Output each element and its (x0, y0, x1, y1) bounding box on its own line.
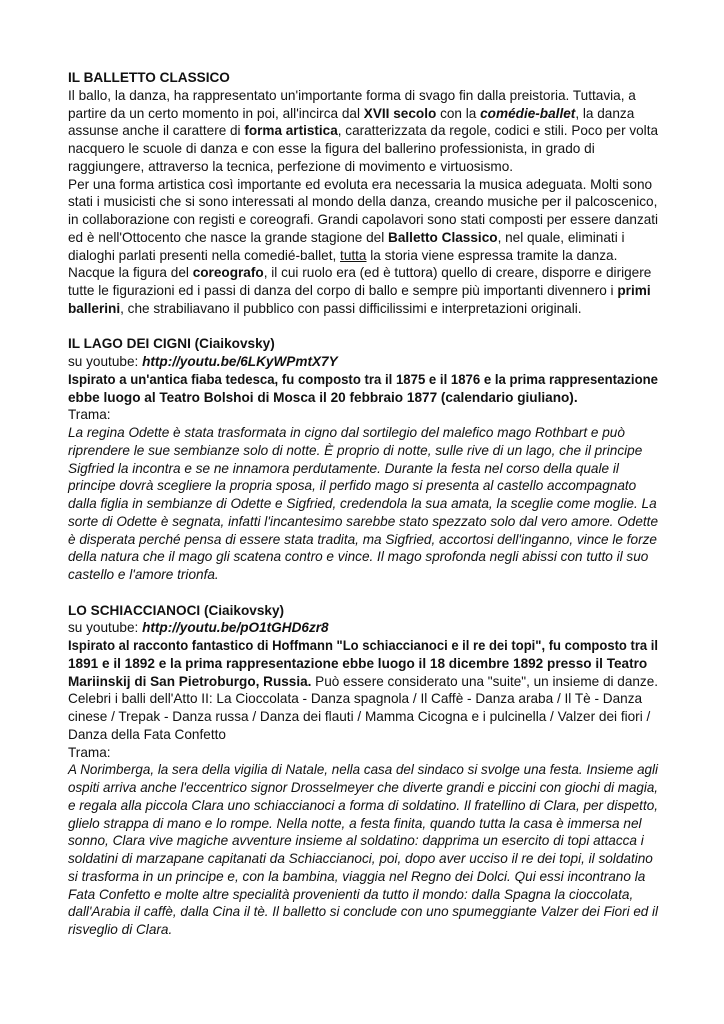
blank-line (68, 318, 668, 336)
text-line (68, 690, 642, 708)
text-run: Il ballo, la danza, ha rappresentato un'importante forma di svago fin dalla preistoria. Tuttavia, a (68, 87, 636, 103)
text-line (68, 832, 644, 850)
text-run: sorte di Odette è segnata, infatti l'incantesimo sarebbe stato spezzato solo dal vero amore. Odette (68, 513, 658, 529)
text-run: ballerini (68, 300, 121, 316)
text-run: Mariinskij di San Pietroburgo, Russia. (68, 673, 312, 689)
text-line (68, 229, 625, 247)
text-run: dialoghi parlati presenti nella comedié-ballet, (68, 247, 341, 263)
text-run: la storia viene espressa tramite la danza. (366, 247, 618, 263)
text-line (68, 477, 636, 495)
text-line (68, 495, 657, 513)
text-run: e regala alla piccola Clara uno schiaccianoci a forma di soldatino. Il fratellino di Clara, per dispetto, (68, 797, 658, 813)
text-run: soldatini di marzapane capitanati da Schiaccianoci, poi, dopo aver ucciso il re dei topi, il soldatino (68, 851, 653, 866)
text-line (68, 708, 650, 726)
text-run: La regina Odette è stata trasformata in cigno dal sortilegio del malefico mago Rothbart e può (68, 425, 625, 440)
text-line (68, 797, 658, 815)
text-line (68, 761, 658, 779)
text-run: ospiti arriva anche l'eccentrico signor Drosselmeyer che diverte grandi e piccini con giochi di magia, (68, 780, 658, 795)
text-run: Può essere considerato una "suite", un insieme di danze. (311, 673, 658, 689)
text-run: ebbe luogo al Teatro Bolshoi di Mosca il 20 febbraio 1877 (calendario giuliano). (68, 389, 578, 405)
text-line (68, 264, 651, 282)
text-run: cinese / Trepak - Danza russa / Danza dei flauti / Mamma Cicogna e i pulcinella / Valzer dei fiori / (68, 709, 651, 724)
text-run: risveglio di Clara. (68, 922, 173, 937)
text-line (68, 353, 338, 371)
text-run: Sigfried la incontra e se ne innamora perdutamente. Durante la festa nel corso della quale il (68, 460, 619, 476)
text-run: glielo strappa di mano e lo rompe. Nella notte, a festa finita, quando tutta la casa è immersa nel (68, 815, 642, 831)
text-run: castello e l'amore trionfa. (68, 567, 219, 582)
text-run: XVII secolo (363, 105, 437, 121)
text-run: 1891 e il 1892 e la prima rappresentazione ebbe luogo il 18 dicembre 1892 presso il Teatro (68, 655, 648, 671)
text-run: della natura che il mago gli scatena contro e vince. Il mago sprofonda negli abissi con tutto il suo (68, 549, 649, 565)
text-run: Danza della Fata Confetto (68, 726, 226, 742)
text-line (68, 406, 111, 424)
text-line (68, 282, 651, 300)
text-run: è disperata perché pensa di essere stata tradita, ma Sigfried, accortosi dell'inganno, vince le forze (68, 531, 657, 547)
text-line (68, 673, 658, 691)
text-run: , nel quale, eliminati i (497, 229, 625, 245)
text-run: , caratterizzata da regole, codici e stili. Poco per volta (337, 123, 658, 139)
text-line (68, 531, 657, 549)
text-line (68, 548, 648, 566)
text-run: Trama: (68, 407, 111, 423)
text-line (68, 815, 642, 833)
section-lago-dei-cigni (68, 335, 668, 584)
text-run: raggiungere, attraverso la tecnica, perfezione di movimento e virtuosismo. (68, 158, 514, 174)
text-run: Celebri i balli dell'Atto II: La Cioccolata - Danza spagnola / Il Caffè - Danza araba / Il Tè - Danza (68, 691, 643, 707)
text-run: primi (617, 283, 651, 298)
text-line (68, 513, 658, 531)
text-run: in collaborazione con registi e coreografi. Grandi capolavori sono stati composti per essere danzati (68, 212, 658, 227)
text-run: Per una forma artistica così importante ed evoluta era necessaria la musica adeguata. Molti sono (68, 176, 653, 192)
text-run: IL BALLETTO CLASSICO (68, 70, 230, 85)
text-run: , che strabiliavano il pubblico con passi difficilissimi e interpretazioni originali. (120, 300, 582, 316)
text-run: sonno, Clara vive magiche avventure insieme al soldatino: dapprima un esercito di topi attacca i (68, 833, 644, 849)
text-run: assunse anche il carattere di (68, 123, 245, 139)
text-run: dalla figlia in sembianze di Odette e Sigfried, credendola la sua amata, la sceglie come moglie. La (68, 496, 657, 511)
text-run: Nacque la figura del (68, 265, 193, 281)
text-line (68, 158, 513, 176)
text-line (68, 389, 578, 407)
text-run: riprendere le sue sembianze solo di notte. È proprio di notte, sulle rive di un lago, che il principe (68, 442, 643, 458)
text-line (68, 566, 219, 584)
text-run: IL LAGO DEI CIGNI (Ciaikovsky) (68, 336, 275, 352)
text-line (68, 637, 658, 655)
text-line (68, 87, 636, 105)
text-line (68, 886, 633, 904)
text-run: Ispirato al racconto fantastico di Hoffmann "Lo schiaccianoci e il re dei topi", fu composto tra il (68, 638, 658, 653)
youtube-link[interactable]: http://youtu.be/pO1tGHD6zr8 (142, 620, 329, 636)
text-line (68, 619, 329, 637)
text-run: con la (436, 105, 481, 121)
text-run: dall'Arabia il caffè, dalla Cina il tè. Il balletto si conclude con uno spumeggiante Valzer dei Fiori ed il (68, 904, 658, 920)
text-run: coreografo (192, 265, 264, 281)
text-run: forma artistica (244, 123, 338, 139)
text-run: A Norimberga, la sera della vigilia di Natale, nella casa del sindaco si svolge una festa. Insieme agli (68, 762, 658, 778)
section-heading (68, 69, 230, 87)
text-line (68, 868, 645, 886)
text-line (68, 176, 652, 194)
section-balletto-classico (68, 69, 668, 318)
text-line (68, 424, 625, 442)
text-run: ed è nell'Ottocento che nasce la grande stagione del (68, 229, 389, 245)
text-line (68, 300, 582, 318)
text-line (68, 460, 619, 478)
text-run: stati i musicisti che si sono interessati al mondo della danza, creando musiche per il palcoscenico, (68, 194, 658, 210)
blank-line (68, 584, 668, 602)
text-run: partire da un certo momento in poi, all'incirca dal (68, 105, 364, 121)
text-line (68, 726, 226, 744)
text-run: tutte le figurazioni ed i passi di danza del corpo di ballo e sempre più importanti divennero i (68, 283, 618, 298)
text-line (68, 371, 658, 389)
text-line (68, 105, 634, 123)
section-heading (68, 335, 275, 353)
text-line (68, 193, 657, 211)
text-run: Trama: (68, 744, 111, 760)
text-line (68, 921, 172, 939)
text-run: nacquero le scuole di danza e con esse la figura del ballerino professionista, in grado di (68, 141, 595, 156)
text-line (68, 122, 658, 140)
text-run: tutta (340, 247, 367, 263)
text-run: Balletto Classico (388, 229, 498, 245)
text-run: comédie-ballet (480, 105, 576, 121)
text-run: , il cui ruolo era (ed è tuttora) quello di creare, disporre e dirigere (263, 265, 652, 281)
text-line (68, 850, 653, 868)
text-line (68, 744, 111, 762)
text-run: Ispirato a un'antica fiaba tedesca, fu composto tra il 1875 e il 1876 e la prima rappresentazione (68, 371, 658, 387)
section-schiaccianoci (68, 602, 668, 939)
text-run: si trasforma in un principe e, con la bambina, viaggia nel Regno dei Dolci. Qui essi incontrano la (68, 868, 646, 884)
document-page (68, 69, 668, 939)
text-line (68, 247, 617, 265)
text-line (68, 140, 595, 158)
text-line (68, 903, 658, 921)
text-run: su youtube: (68, 354, 143, 369)
text-run: su youtube: (68, 620, 143, 636)
text-line (68, 211, 658, 229)
text-line (68, 442, 642, 460)
text-run: principe dovrà scegliere la propria sposa, il perfido mago si presenta al castello accompagnato (68, 478, 637, 494)
section-heading (68, 602, 284, 620)
text-line (68, 779, 658, 797)
text-run: LO SCHIACCIANOCI (Ciaikovsky) (68, 602, 285, 618)
text-run: Fata Confetto e molte altre specialità provenienti da tutto il mondo: dalla Spagna la cioccolata, (68, 886, 634, 902)
youtube-link[interactable]: http://youtu.be/6LKyWPmtX7Y (142, 354, 338, 369)
text-run: , la danza (575, 105, 635, 121)
text-line (68, 655, 647, 673)
